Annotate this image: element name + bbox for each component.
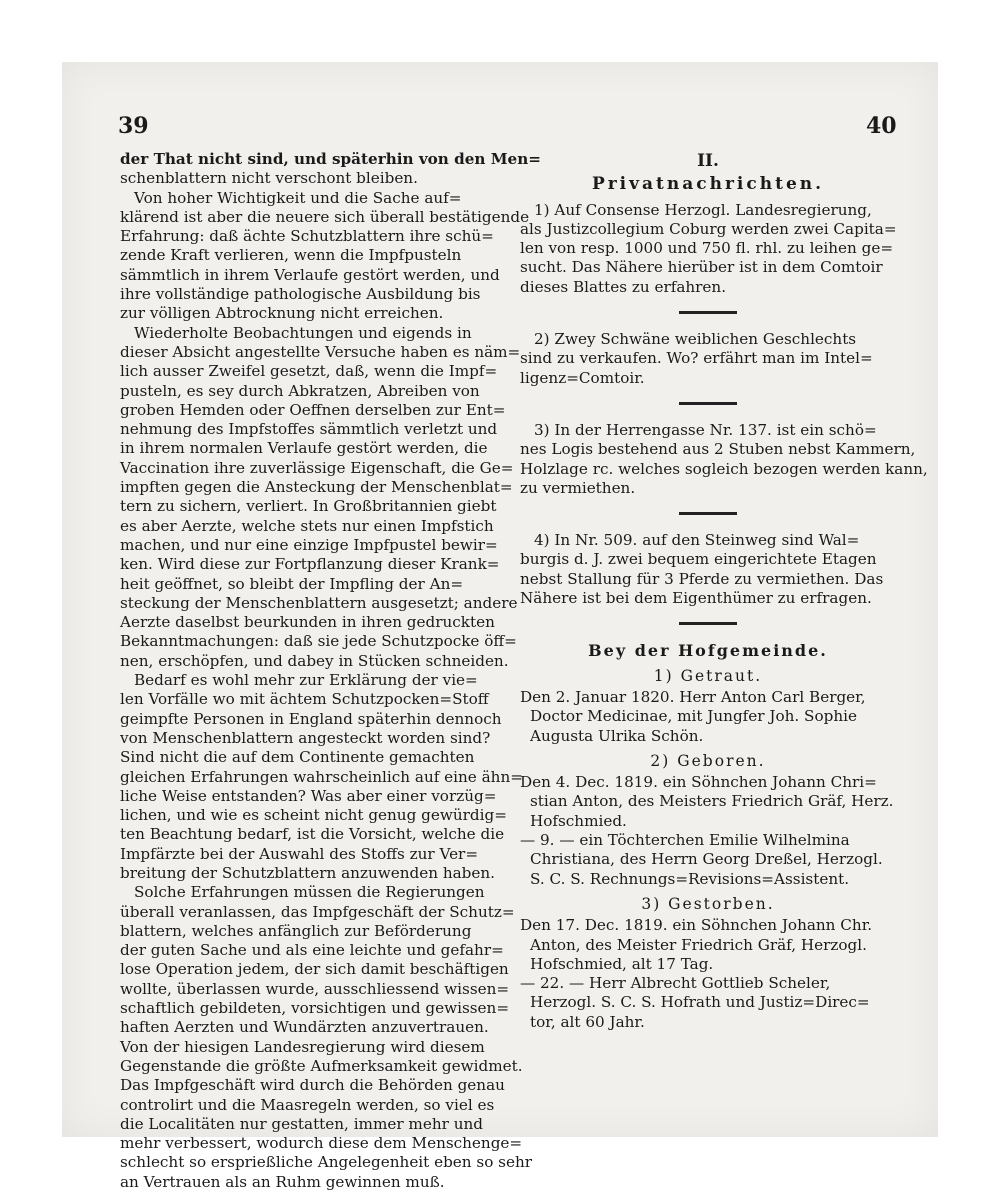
- born-heading: 2) Geboren.: [650, 751, 766, 770]
- text-line: Von der hiesigen Landesregierung wird diesem: [120, 1037, 485, 1056]
- text-line: 2) Zwey Schwäne weiblichen Geschlechts: [534, 330, 857, 349]
- record-entry: [520, 773, 896, 831]
- text-line: Herzogl. S. C. S. Hofrath und Justiz=Direc=: [530, 993, 870, 1012]
- text-line: Bekanntmachungen: daß sie jede Schutzpocke öff=: [120, 632, 517, 651]
- record-entry: [520, 916, 896, 974]
- record-entry: [520, 688, 896, 746]
- text-line: sämmtlich in ihrem Verlaufe gestört werden, und: [120, 265, 500, 284]
- text-line: blattern, welches anfänglich zur Beförderung: [120, 921, 472, 940]
- text-line: — 22. — Herr Albrecht Gottlieb Scheler,: [520, 974, 831, 993]
- text-line: zur völligen Abtrocknung nicht erreichen.: [120, 304, 444, 323]
- left-column: [120, 150, 541, 1192]
- text-line: mehr verbessert, wodurch diese dem Menschenge=: [120, 1134, 523, 1153]
- text-line: S. C. S. Rechnungs=Revisions=Assistent.: [530, 869, 850, 888]
- text-line: lichen, und wie es scheint nicht genug gewürdig=: [120, 806, 507, 825]
- text-line: Von hoher Wichtigkeit und die Sache auf=: [134, 188, 462, 207]
- section-number: II.: [697, 151, 719, 171]
- text-line: wollte, überlassen wurde, ausschliessend wissen=: [120, 979, 510, 998]
- record-entry: [520, 974, 896, 1032]
- text-line: groben Hemden oder Oeffnen derselben zur Ent=: [120, 400, 506, 419]
- text-line: der guten Sache und als eine leichte und gefahr=: [120, 941, 504, 960]
- text-line: es aber Aerzte, welche stets nur einen Impfstich: [120, 516, 494, 535]
- text-line: burgis d. J. zwei bequem eingerichtete Etagen: [520, 550, 877, 569]
- text-line: Den 4. Dec. 1819. ein Söhnchen Johann Chri=: [520, 773, 877, 792]
- advertisement-2: [520, 330, 896, 388]
- text-line: breitung der Schutzblattern anzuwenden haben.: [120, 863, 495, 882]
- text-line: liche Weise entstanden? Was aber einer vorzüg=: [120, 786, 497, 805]
- paragraph-2: [120, 188, 530, 324]
- text-line: dieser Absicht angestellte Versuche haben es näm=: [120, 342, 521, 361]
- record-entry: [520, 831, 896, 889]
- text-line: 1) Auf Consense Herzogl. Landesregierung,: [534, 200, 872, 219]
- text-line: controlirt und die Maasregeln werden, so viel es: [120, 1095, 495, 1114]
- text-line: machen, und nur eine einzige Impfpustel bewir=: [120, 535, 498, 554]
- separator-rule: [679, 402, 737, 405]
- right-column: [520, 150, 928, 1032]
- text-line: gleichen Erfahrungen wahrscheinlich auf eine ähn=: [120, 767, 523, 786]
- text-line: Hofschmied.: [530, 811, 627, 830]
- text-line: heit geöffnet, so bleibt der Impfling der An=: [120, 574, 464, 593]
- text-line: nebst Stallung für 3 Pferde zu vermiethen. Das: [520, 569, 884, 588]
- text-line: tor, alt 60 Jahr.: [530, 1012, 645, 1031]
- text-line: Vaccination ihre zuverlässige Eigenschaft, die Ge=: [120, 458, 514, 477]
- section-title: Privatnachrichten.: [591, 174, 825, 195]
- text-line: Bedarf es wohl mehr zur Erklärung der vie=: [134, 671, 478, 690]
- text-line: schlecht so ersprießliche Angelegenheit eben so sehr: [120, 1153, 532, 1172]
- text-line: impften gegen die Ansteckung der Menschenblat=: [120, 478, 513, 497]
- text-line: Holzlage rc. welches sogleich bezogen werden kann,: [520, 459, 928, 478]
- text-line: an Vertrauen als an Ruhm gewinnen muß.: [120, 1172, 445, 1191]
- text-line: nen, erschöpfen, und dabey in Stücken schneiden.: [120, 651, 509, 670]
- separator-rule: [679, 311, 737, 314]
- text-line: Impfärzte bei der Auswahl des Stoffs zur Ver=: [120, 844, 479, 863]
- text-line: 3) In der Herrengasse Nr. 137. ist ein schö=: [534, 420, 877, 439]
- paragraph-4: [120, 671, 523, 883]
- text-line: sucht. Das Nähere hierüber ist in dem Comtoir: [520, 258, 883, 277]
- separator-rule: [679, 622, 737, 625]
- text-line: ten Beachtung bedarf, ist die Vorsicht, welche die: [120, 825, 505, 844]
- paragraph-1: [120, 150, 541, 189]
- text-line: Erfahrung: daß ächte Schutzblattern ihre schü=: [120, 227, 494, 246]
- text-line: Den 17. Dec. 1819. ein Söhnchen Johann Chr.: [520, 916, 873, 935]
- text-line: lich ausser Zweifel gesetzt, daß, wenn die Impf=: [120, 362, 498, 381]
- text-line: len von resp. 1000 und 750 fl. rhl. zu leihen ge=: [520, 239, 894, 258]
- paragraph-5: [120, 883, 532, 1192]
- text-line: ligenz=Comtoir.: [520, 368, 645, 387]
- text-line: Wiederholte Beobachtungen und eigends in: [134, 323, 472, 342]
- text-line: haften Aerzten und Wundärzten anzuvertrauen.: [120, 1018, 489, 1037]
- text-line: Christiana, des Herrn Georg Dreßel, Herzogl.: [530, 850, 883, 869]
- text-line: — 9. — ein Töchterchen Emilie Wilhelmina: [520, 831, 850, 850]
- text-line: die Localitäten nur gestatten, immer mehr und: [120, 1114, 483, 1133]
- text-line: überall veranlassen, das Impfgeschäft der Schutz=: [120, 902, 515, 921]
- died-heading: 3) Gestorben.: [641, 894, 775, 913]
- text-line: lose Operation jedem, der sich damit beschäftigen: [120, 960, 509, 979]
- paragraph-3: [120, 323, 521, 671]
- text-line: dieses Blattes zu erfahren.: [520, 277, 727, 296]
- text-line: Nähere ist bei dem Eigenthümer zu erfragen.: [520, 589, 872, 608]
- text-line: zu vermiethen.: [520, 478, 636, 497]
- text-line: Augusta Ulrika Schön.: [530, 726, 704, 745]
- text-line: der That nicht sind, und späterhin von den Men=: [120, 150, 541, 168]
- text-line: als Justizcollegium Coburg werden zwei Capita=: [520, 219, 897, 238]
- text-line: Solche Erfahrungen müssen die Regierungen: [134, 883, 485, 902]
- married-heading: 1) Getraut.: [653, 666, 763, 685]
- text-line: steckung der Menschenblattern ausgesetzt; andere: [120, 593, 518, 612]
- text-line: Den 2. Januar 1820. Herr Anton Carl Berger,: [520, 687, 866, 706]
- text-line: ken. Wird diese zur Fortpflanzung dieser Krank=: [120, 555, 500, 574]
- text-line: stian Anton, des Meisters Friedrich Gräf, Herz.: [530, 792, 894, 811]
- text-line: geimpfte Personen in England späterhin dennoch: [120, 709, 502, 728]
- text-line: klärend ist aber die neuere sich überall bestätigende: [120, 207, 530, 226]
- advertisement-1: [520, 201, 896, 297]
- text-line: len Vorfälle wo mit ächtem Schutzpocken=Stoff: [120, 690, 489, 709]
- text-line: Hofschmied, alt 17 Tag.: [530, 954, 714, 973]
- page-number-right: 40: [866, 113, 897, 139]
- text-line: schenblattern nicht verschont bleiben.: [120, 169, 418, 188]
- advertisement-4: [520, 531, 896, 608]
- text-line: Das Impfgeschäft wird durch die Behörden genau: [120, 1076, 505, 1095]
- text-line: Anton, des Meister Friedrich Gräf, Herzogl.: [530, 935, 867, 954]
- text-line: pusteln, es sey durch Abkratzen, Abreiben von: [120, 381, 480, 400]
- page-number-left: 39: [118, 113, 149, 139]
- text-line: schaftlich gebildeten, vorsichtigen und gewissen=: [120, 999, 510, 1018]
- text-line: zende Kraft verlieren, wenn die Impfpusteln: [120, 246, 462, 265]
- separator-rule: [679, 512, 737, 515]
- text-line: nehmung des Impfstoffes sämmtlich verletzt und: [120, 420, 498, 439]
- advertisement-3: [520, 420, 928, 498]
- text-line: Aerzte daselbst beurkunden in ihren gedruckten: [120, 613, 495, 632]
- parish-heading: Bey der Hofgemeinde.: [588, 641, 828, 661]
- text-line: von Menschenblattern angesteckt worden sind?: [120, 728, 491, 747]
- text-line: nes Logis bestehend aus 2 Stuben nebst Kammern,: [520, 440, 916, 459]
- text-line: ihre vollständige pathologische Ausbildung bis: [120, 285, 481, 304]
- text-line: sind zu verkaufen. Wo? erfährt man im Intel=: [520, 349, 873, 368]
- text-line: Doctor Medicinae, mit Jungfer Joh. Sophie: [530, 707, 857, 726]
- text-line: Gegenstande die größte Aufmerksamkeit gewidmet.: [120, 1056, 523, 1075]
- text-line: tern zu sichern, verliert. In Großbritannien giebt: [120, 497, 497, 516]
- text-line: in ihrem normalen Verlaufe gestört werden, die: [120, 439, 488, 458]
- text-line: 4) In Nr. 509. auf den Steinweg sind Wal=: [534, 531, 860, 550]
- text-line: Sind nicht die auf dem Continente gemachten: [120, 748, 475, 767]
